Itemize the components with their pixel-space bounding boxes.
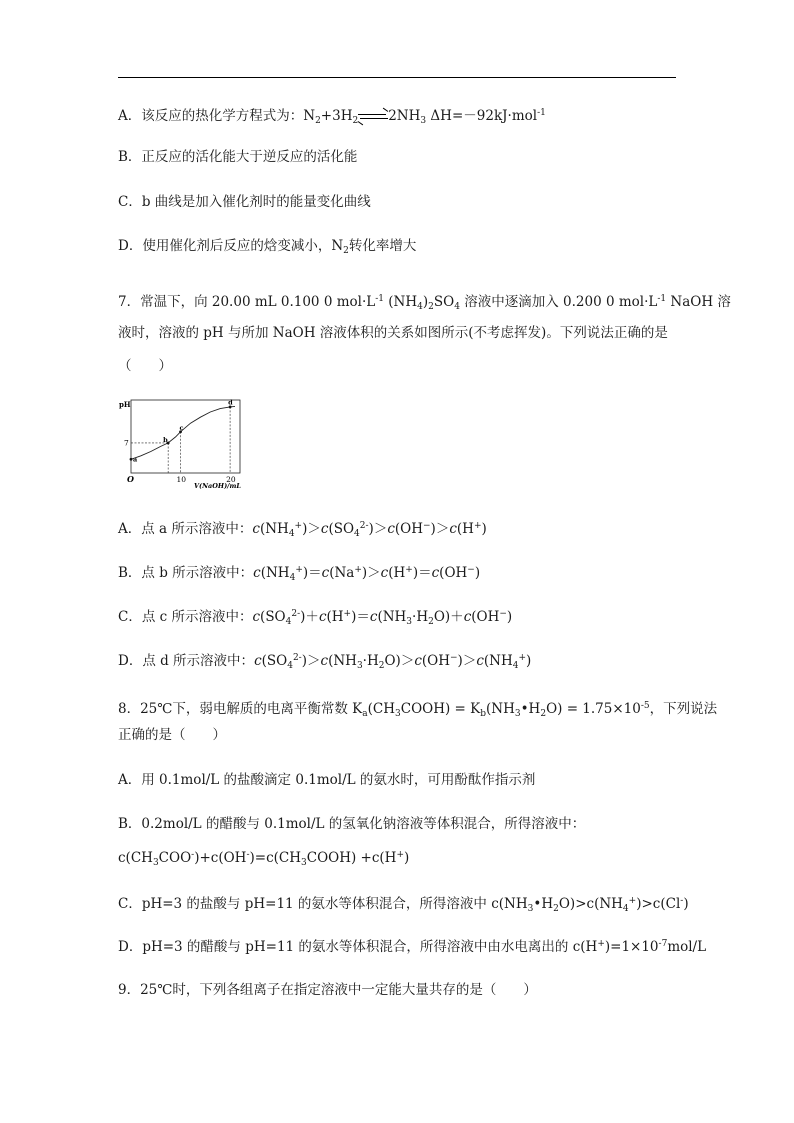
q8-stem-line1: 8．25℃下，弱电解质的电离平衡常数 $K_a(CH_3COOH)$ = $K_b(NH_3•H_2O) = 1.75\times 10^{-5}$，下列说法 <box>118 701 718 719</box>
titration-curve-chart <box>118 396 248 491</box>
q7-stem-line1: 7．常温下，向 20.00 mL 0.100 0 $mol\cdot L^{-1}$ $(NH_4)_2SO_4$ 溶液中逐滴加入 0.200 0 $mol\cdot L^{-1}$ NaOH 溶 <box>118 294 731 312</box>
point-label-d: d <box>228 398 233 407</box>
q7-stem-line2: 液时，溶液的 pH 与所加 NaOH 溶液体积的关系如图所示(不考虑挥发)。下列说法正确的是 <box>118 325 668 341</box>
point-label-a: a <box>133 455 138 464</box>
point-label-c: c <box>179 423 184 432</box>
header-rule <box>118 77 676 78</box>
q6-option-b: B．正反应的活化能大于逆反应的活化能 <box>118 149 358 165</box>
q7-option-d: D．点 d 所示溶液中：$c(SO_4^{2-})>c(NH_3\cdot H_2O)>c(OH^-)>c(NH_4^+)$ <box>118 653 532 671</box>
titration-curve-line <box>131 406 235 459</box>
origin-label: O <box>127 474 134 484</box>
q6-option-c: C．b 曲线是加入催化剂时的能量变化曲线 <box>118 194 371 210</box>
q6-option-a: A．该反应的热化学方程式为：$N_2+3H_2$ $2NH_3$ ΔH=－92kJ·mol$^{-1}$ <box>118 108 546 126</box>
equilibrium-arrow-icon <box>358 112 388 122</box>
q8-option-b-formula: $c(CH_3COO^-)+c(OH^-)=c(CH_3COOH) +c(H^+)$ <box>118 850 410 868</box>
x-axis-label: V(NaOH)/mL <box>194 482 241 490</box>
point-label-b: b <box>163 435 168 444</box>
q7-option-c: C．点 c 所示溶液中：$c(SO_4^{2-})+c(H^+)=c(NH_3\cdot H_2O)+c(OH^-)$ <box>118 609 513 627</box>
x-tick-10: 10 <box>176 475 187 484</box>
q8-stem-line2: 正确的是（ ） <box>118 727 226 743</box>
q8-option-b: B．0.2mol/L 的醋酸与 0.1mol/L 的氢氧化钠溶液等体积混合，所得溶液中： <box>118 816 586 832</box>
q7-option-b: B．点 b 所示溶液中：$c(NH_4^+)=c(Na^+)>c(H^+)=c(OH^-)$ <box>118 565 481 583</box>
q8-option-a: A．用 0.1mol/L 的盐酸滴定 0.1mol/L 的氨水时，可用酚酞作指示剂 <box>118 772 536 788</box>
y-tick-7: 7 <box>124 438 129 448</box>
q8-option-c: C．pH=3 的盐酸与 pH=11 的氨水等体积混合，所得溶液中 $c(NH_3•H_2O)>c(NH_4^+)>c(Cl^-)$ <box>118 896 689 914</box>
q7-stem-line3: （ ） <box>118 358 172 374</box>
q9-stem-line1: 9．25℃时，下列各组离子在指定溶液中一定能大量共存的是（ ） <box>118 982 537 998</box>
y-axis-label: pH <box>119 400 131 409</box>
q6-option-d: D．使用催化剂后反应的焓变减小，$N_2$转化率增大 <box>118 238 417 256</box>
q7-option-a: A．点 a 所示溶液中：$c(NH_4^+)>c(SO_4^{2-})>c(OH^-)>c(H^+)$ <box>118 521 487 539</box>
q8-option-d: D．pH=3 的醋酸与 pH=11 的氨水等体积混合，所得溶液中由水电离出的 $c(H^+)=1\times 10^{-7}mol/L$ <box>118 939 707 955</box>
point-a <box>130 458 133 461</box>
x-tick-20: 20 <box>226 475 236 484</box>
plot-frame <box>131 400 240 473</box>
